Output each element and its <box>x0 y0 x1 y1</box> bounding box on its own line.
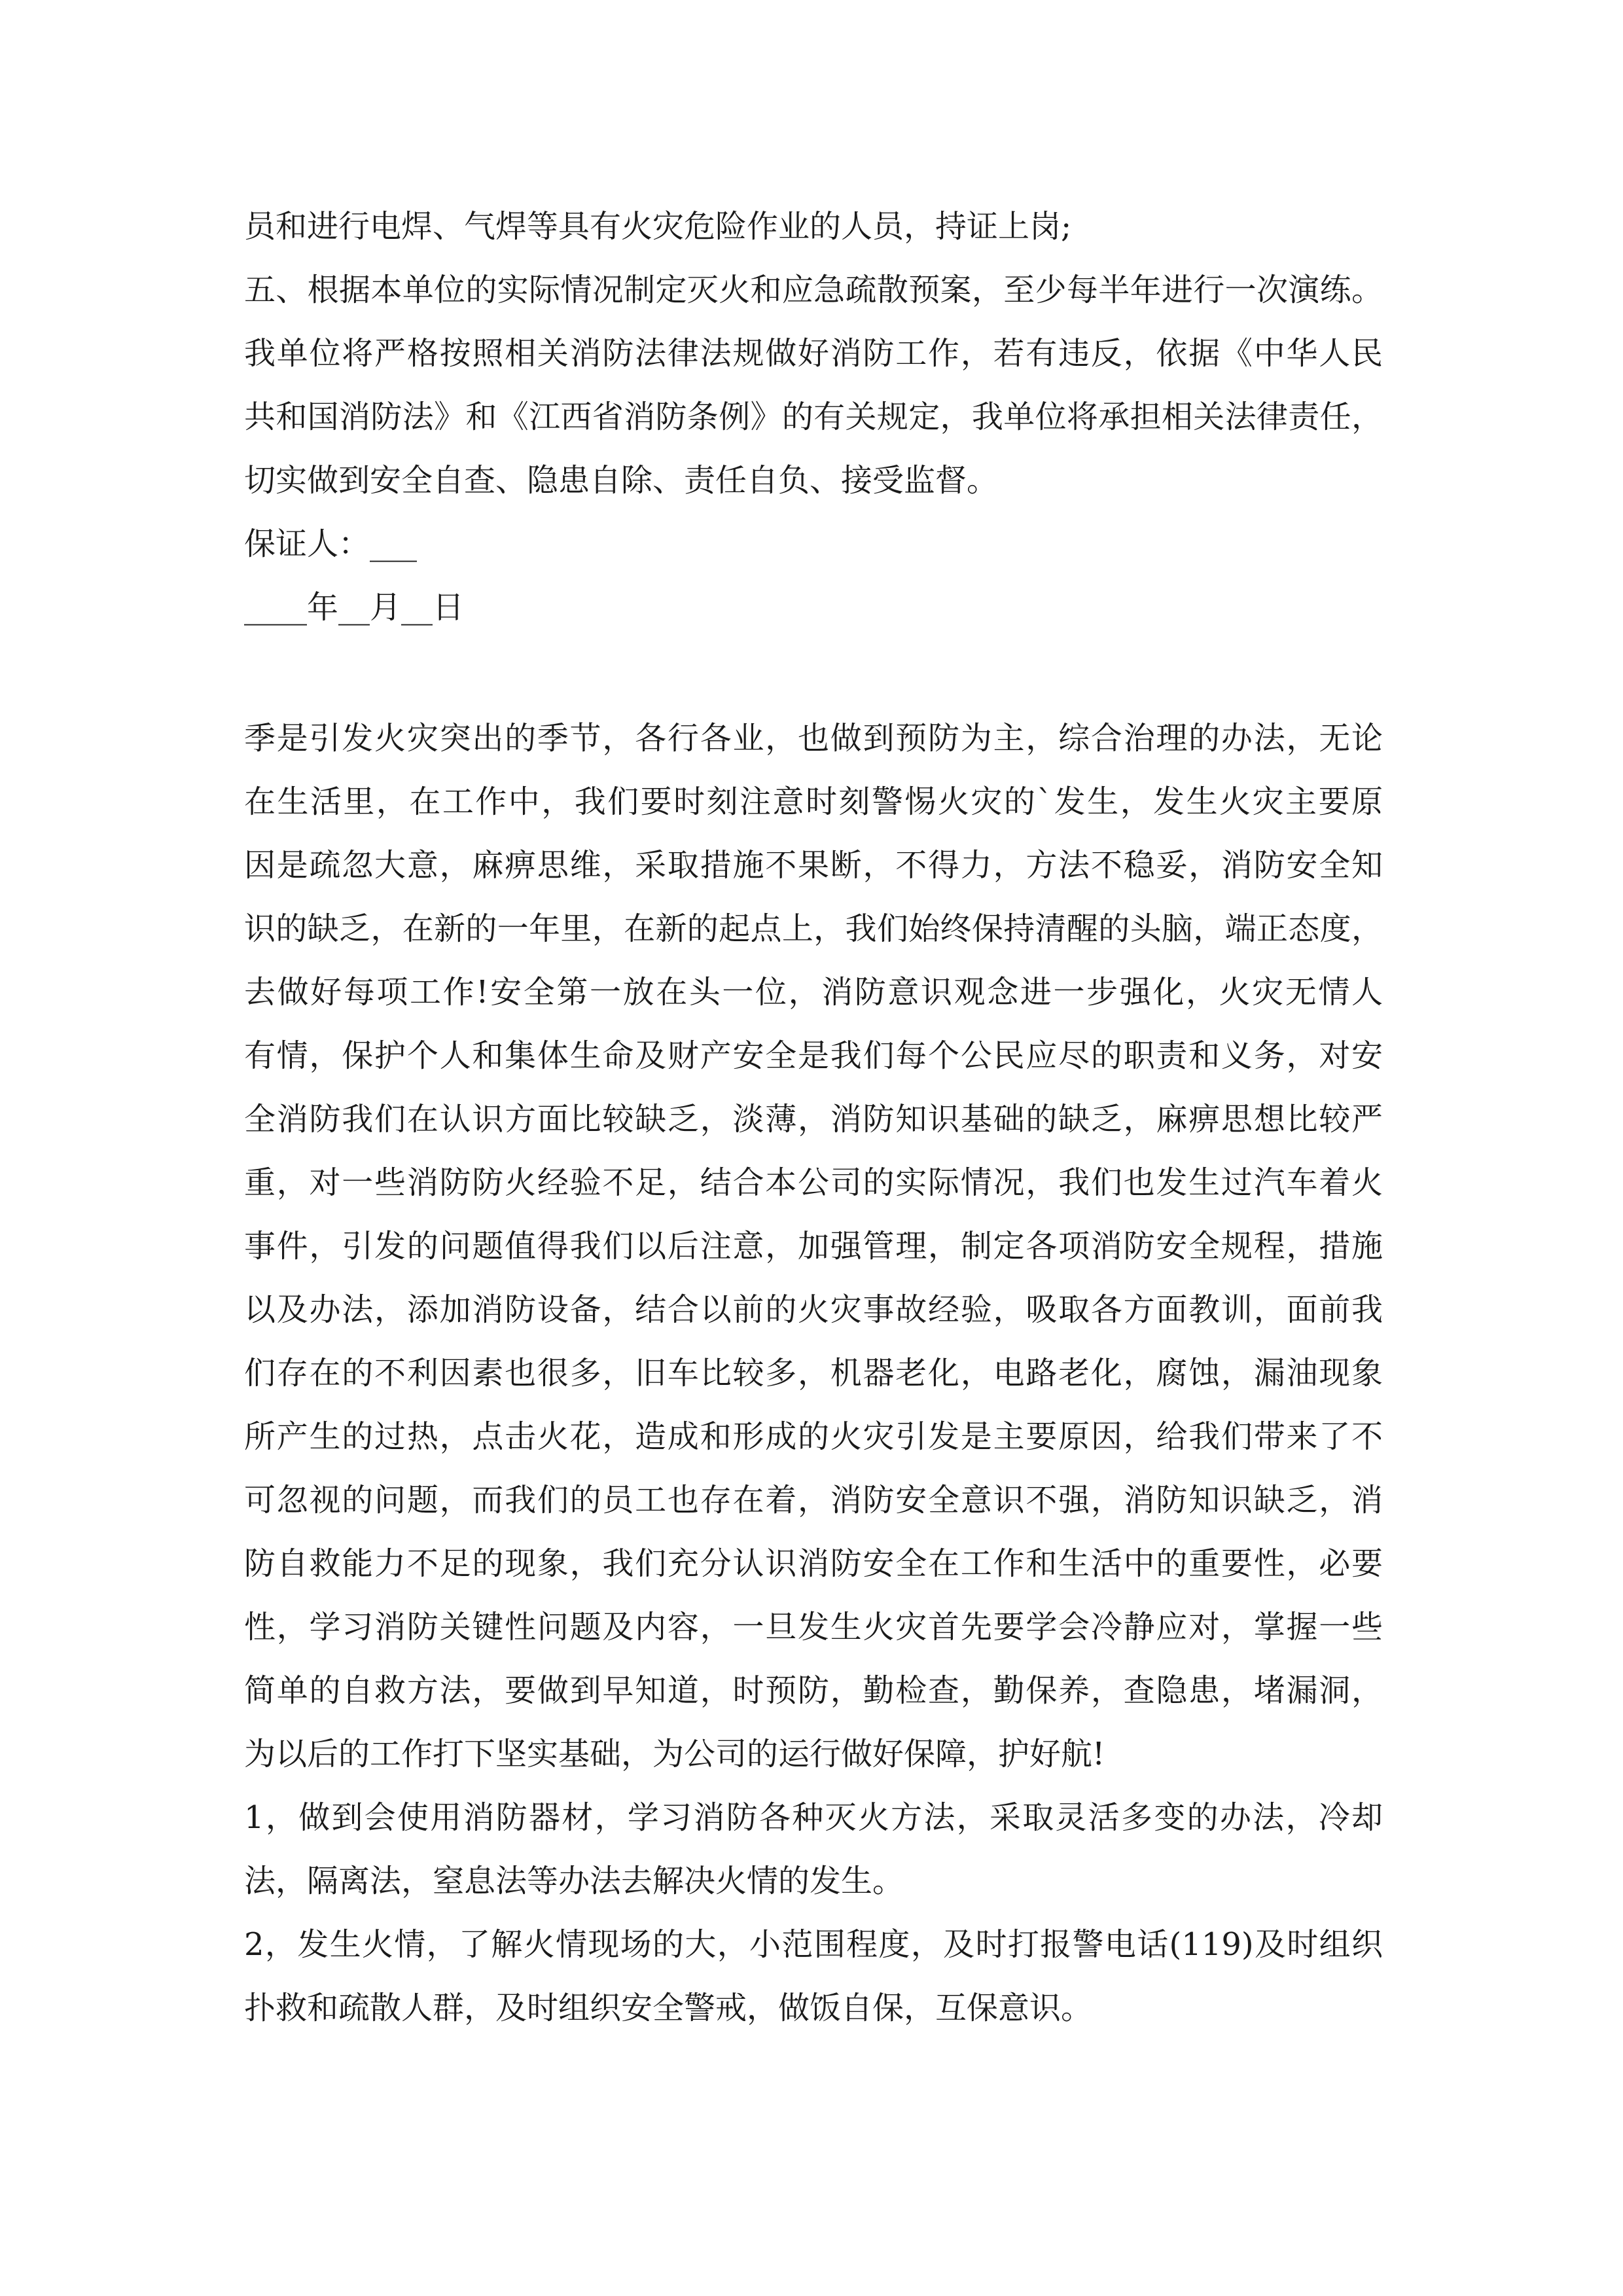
text-line: 们存在的不利因素也很多，旧车比较多，机器老化，电路老化，腐蚀，漏油现象 <box>244 1355 1383 1391</box>
text-line: 可忽视的问题，而我们的员工也存在着，消防安全意识不强，消防知识缺乏，消 <box>244 1482 1383 1518</box>
text-line: 全消防我们在认识方面比较缺乏，淡薄，消防知识基础的缺乏，麻痹思想比较严 <box>244 1101 1383 1138</box>
text-line: 去做好每项工作!安全第一放在头一位，消防意识观念进一步强化，火灾无情人 <box>244 974 1383 1011</box>
guarantor-line: 保证人：___ <box>244 526 418 562</box>
text-line: 有情，保护个人和集体生命及财产安全是我们每个公民应尽的职责和义务，对安 <box>244 1037 1383 1074</box>
text-line: 在生活里，在工作中，我们要时刻注意时刻警惕火灾的`发生，发生火灾主要原 <box>244 783 1383 820</box>
text-line: 五、根据本单位的实际情况制定灭火和应急疏散预案，至少每半年进行一次演练。 <box>244 272 1383 308</box>
top-section <box>244 195 1383 639</box>
text-line: 为以后的工作打下坚实基础，为公司的运行做好保障，护好航! <box>244 1736 1105 1772</box>
text-line: 切实做到安全自查、隐患自除、责任自负、接受监督。 <box>244 462 999 499</box>
text-line: 重，对一些消防防火经验不足，结合本公司的实际情况，我们也发生过汽车着火 <box>244 1164 1383 1201</box>
text-line: 我单位将严格按照相关消防法律法规做好消防工作，若有违反，依据《中华人民 <box>244 335 1383 372</box>
list-item-2: 2，发生火情，了解火情现场的大，小范围程度，及时打报警电话(119)及时组织 <box>244 1926 1383 1963</box>
text-line: 识的缺乏，在新的一年里，在新的起点上，我们始终保持清醒的头脑，端正态度， <box>244 910 1383 947</box>
text-line: 简单的自救方法，要做到早知道，时预防，勤检查，勤保养，查隐患，堵漏洞， <box>244 1672 1383 1709</box>
list-item-1: 1，做到会使用消防器材，学习消防各种灭火方法，采取灵活多变的办法，冷却 <box>244 1799 1383 1836</box>
text-line: 性，学习消防关键性问题及内容，一旦发生火灾首先要学会冷静应对，掌握一些 <box>244 1609 1383 1645</box>
text-line: 事件，引发的问题值得我们以后注意，加强管理，制定各项消防安全规程，措施 <box>244 1228 1383 1265</box>
text-line: 防自救能力不足的现象，我们充分认识消防安全在工作和生活中的重要性，必要 <box>244 1545 1383 1582</box>
text-line: 扑救和疏散人群，及时组织安全警戒，做饭自保，互保意识。 <box>244 1990 1093 2026</box>
text-line: 共和国消防法》和《江西省消防条例》的有关规定，我单位将承担相关法律责任， <box>244 399 1383 435</box>
text-line: 季是引发火灾突出的季节，各行各业，也做到预防为主，综合治理的办法，无论 <box>244 720 1383 757</box>
text-line: 员和进行电焊、气焊等具有火灾危险作业的人员，持证上岗; <box>244 208 1072 245</box>
date-line: ____年__月__日 <box>244 589 465 626</box>
text-line: 以及办法，添加消防设备，结合以前的火灾事故经验，吸取各方面教训，面前我 <box>244 1291 1383 1328</box>
body-section <box>244 707 1383 2040</box>
text-line: 因是疏忽大意，麻痹思维，采取措施不果断，不得力，方法不稳妥，消防安全知 <box>244 847 1383 884</box>
text-line: 法，隔离法，窒息法等办法去解决火情的发生。 <box>244 1863 904 1899</box>
text-line: 所产生的过热，点击火花，造成和形成的火灾引发是主要原因，给我们带来了不 <box>244 1418 1383 1455</box>
